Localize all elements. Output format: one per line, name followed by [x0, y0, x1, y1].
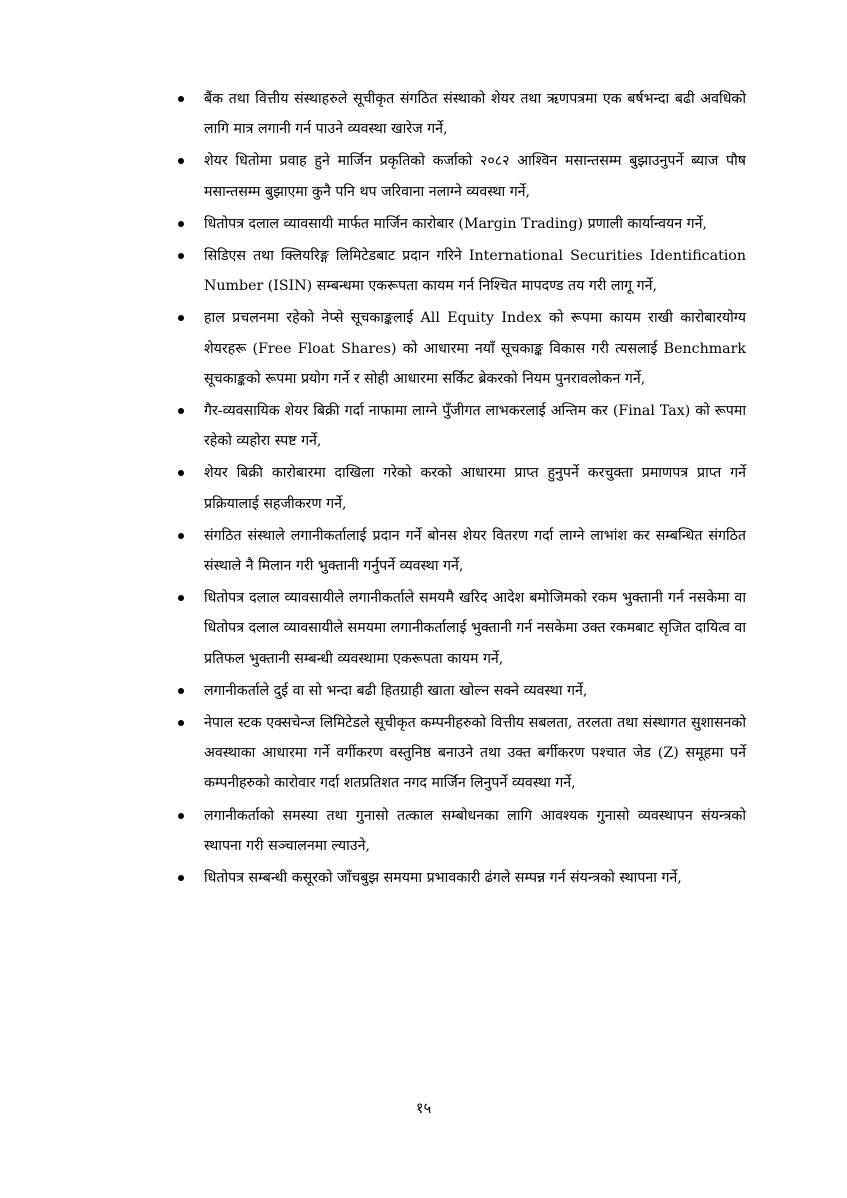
- list-item-text: लगानीकर्ताले दुई वा सो भन्दा बढी हितग्राही खाता खोल्न सक्ने व्यवस्था गर्ने,: [204, 682, 588, 699]
- list-item-text: संगठित संस्थाले लगानीकर्तालाई प्रदान गर्ने बोनस शेयर वितरण गर्दा लाग्ने लाभांश कर सम्बन्धित संगठित संस्थाले नै मिलान गरी भुक्तानी गर्नुपर्ने व्यवस्था गर्ने,: [204, 527, 746, 575]
- bullet-icon: [178, 875, 184, 881]
- list-item-text: शेयर धितोमा प्रवाह हुने मार्जिन प्रकृतिको कर्जाको २०८२ आश्विन मसान्तसम्म बुझाउनुपर्ने ब्याज पौष मसान्तसम्म बुझाएमा कुनै पनि थप जरिवाना नलाग्ने व्यवस्था गर्ने,: [204, 153, 746, 200]
- bullet-icon: [178, 533, 184, 539]
- list-item: [172, 521, 746, 581]
- page-number: १५: [415, 1099, 432, 1117]
- bullet-icon: [178, 221, 184, 227]
- list-item: [172, 396, 746, 456]
- bullet-icon: [178, 408, 184, 414]
- bullet-icon: [178, 253, 184, 259]
- bullet-icon: [178, 96, 184, 102]
- list-item-text: हाल प्रचलनमा रहेको नेप्से सूचकाङ्कलाई All Equity Index को रूपमा कायम राखी कारोबारयोग्य शेयरहरू (Free Float Shares) को आधारमा नयाँ सूचकाङ्क विकास गरी त्यसलाई Benchmark सूचकाङ्कको रूपमा प्रयोग गर्ने र सोही आधारमा सर्किट ब्रेकरको नियम पुनरावलोकन गर्ने,: [204, 310, 746, 387]
- bullet-icon: [178, 688, 184, 694]
- bullet-icon: [178, 158, 184, 164]
- bullet-icon: [178, 720, 184, 726]
- list-item-text: बैंक तथा वित्तीय संस्थाहरुले सूचीकृत संगठित संस्थाको शेयर तथा ऋणपत्रमा एक बर्षभन्दा बढी अवधिको लागि मात्र लगानी गर्न पाउने व्यवस्था खारेज गर्ने,: [204, 91, 746, 138]
- bullet-icon: [178, 813, 184, 819]
- list-item: [172, 801, 746, 861]
- policy-bullet-list: [172, 84, 746, 895]
- list-item-text: धितोपत्र दलाल व्यावसायीले लगानीकर्ताले समयमै खरिद आदेश बमोजिमको रकम भुक्तानी गर्न नसकेमा वा धितोपत्र दलाल व्यावसायीले समयमा लगानीकर्तालाई भुक्तानी गर्न नसकेमा उक्त रकमबाट सृजित दायित्व वा प्रतिफल भुक्तानी सम्बन्धी व्यवस्थामा एकरूपता कायम गर्ने,: [204, 590, 746, 667]
- list-item-text: शेयर बिक्री कारोबारमा दाखिला गरेको करको आधारमा प्राप्त हुनुपर्ने करचुक्ता प्रमाणपत्र प्राप्त गर्ने प्रक्रियालाई सहजीकरण गर्ने,: [204, 465, 746, 512]
- list-item-text: नेपाल स्टक एक्सचेन्ज लिमिटेडले सूचीकृत कम्पनीहरुको वित्तीय सबलता, तरलता तथा संस्थागत सुशासनको अवस्थाका आधारमा गर्ने वर्गीकरण वस्तुनिष्ठ बनाउने तथा उक्त बर्गीकरण पश्चात जेड (Z) समूहमा पर्ने कम्पनीहरुको कारोवार गर्दा शतप्रतिशत नगद मार्जिन लिनुपर्ने व्यवस्था गर्ने,: [204, 715, 746, 792]
- list-item-text: गैर-व्यवसायिक शेयर बिक्री गर्दा नाफामा लाग्ने पुँजीगत लाभकरलाई अन्तिम कर (Final Tax) को रूपमा रहेको व्यहोरा स्पष्ट गर्ने,: [204, 403, 746, 450]
- bullet-icon: [178, 470, 184, 476]
- list-item-text: लगानीकर्ताको समस्या तथा गुनासो तत्काल सम्बोधनका लागि आवश्यक गुनासो व्यवस्थापन संयन्त्रको स्थापना गरी सञ्चालनमा ल्याउने,: [204, 807, 746, 854]
- list-item: [172, 303, 746, 394]
- list-item-text: धितोपत्र सम्बन्धी कसूरको जाँचबुझ समयमा प्रभावकारी ढंगले सम्पन्न गर्न संयन्त्रको स्थापना गर्ने,: [204, 870, 682, 887]
- list-item: [172, 458, 746, 518]
- list-item: [172, 863, 746, 893]
- list-item: [172, 676, 746, 706]
- list-item-text: सिडिएस तथा क्लियरिङ्ग लिमिटेडबाट प्रदान गरिने International Securities Identification Number (ISIN) सम्बन्धमा एकरूपता कायम गर्न निश्चित मापदण्ड तय गरी लागू गर्ने,: [204, 248, 746, 295]
- list-item: [172, 583, 746, 674]
- list-item: [172, 241, 746, 301]
- list-item: [172, 84, 746, 144]
- bullet-icon: [178, 595, 184, 601]
- list-item: [172, 708, 746, 799]
- list-item: [172, 209, 746, 239]
- list-item: [172, 146, 746, 206]
- bullet-icon: [178, 315, 184, 321]
- list-item-text: धितोपत्र दलाल व्यावसायी मार्फत मार्जिन कारोबार (Margin Trading) प्रणाली कार्यान्वयन गर्ने,: [204, 215, 707, 232]
